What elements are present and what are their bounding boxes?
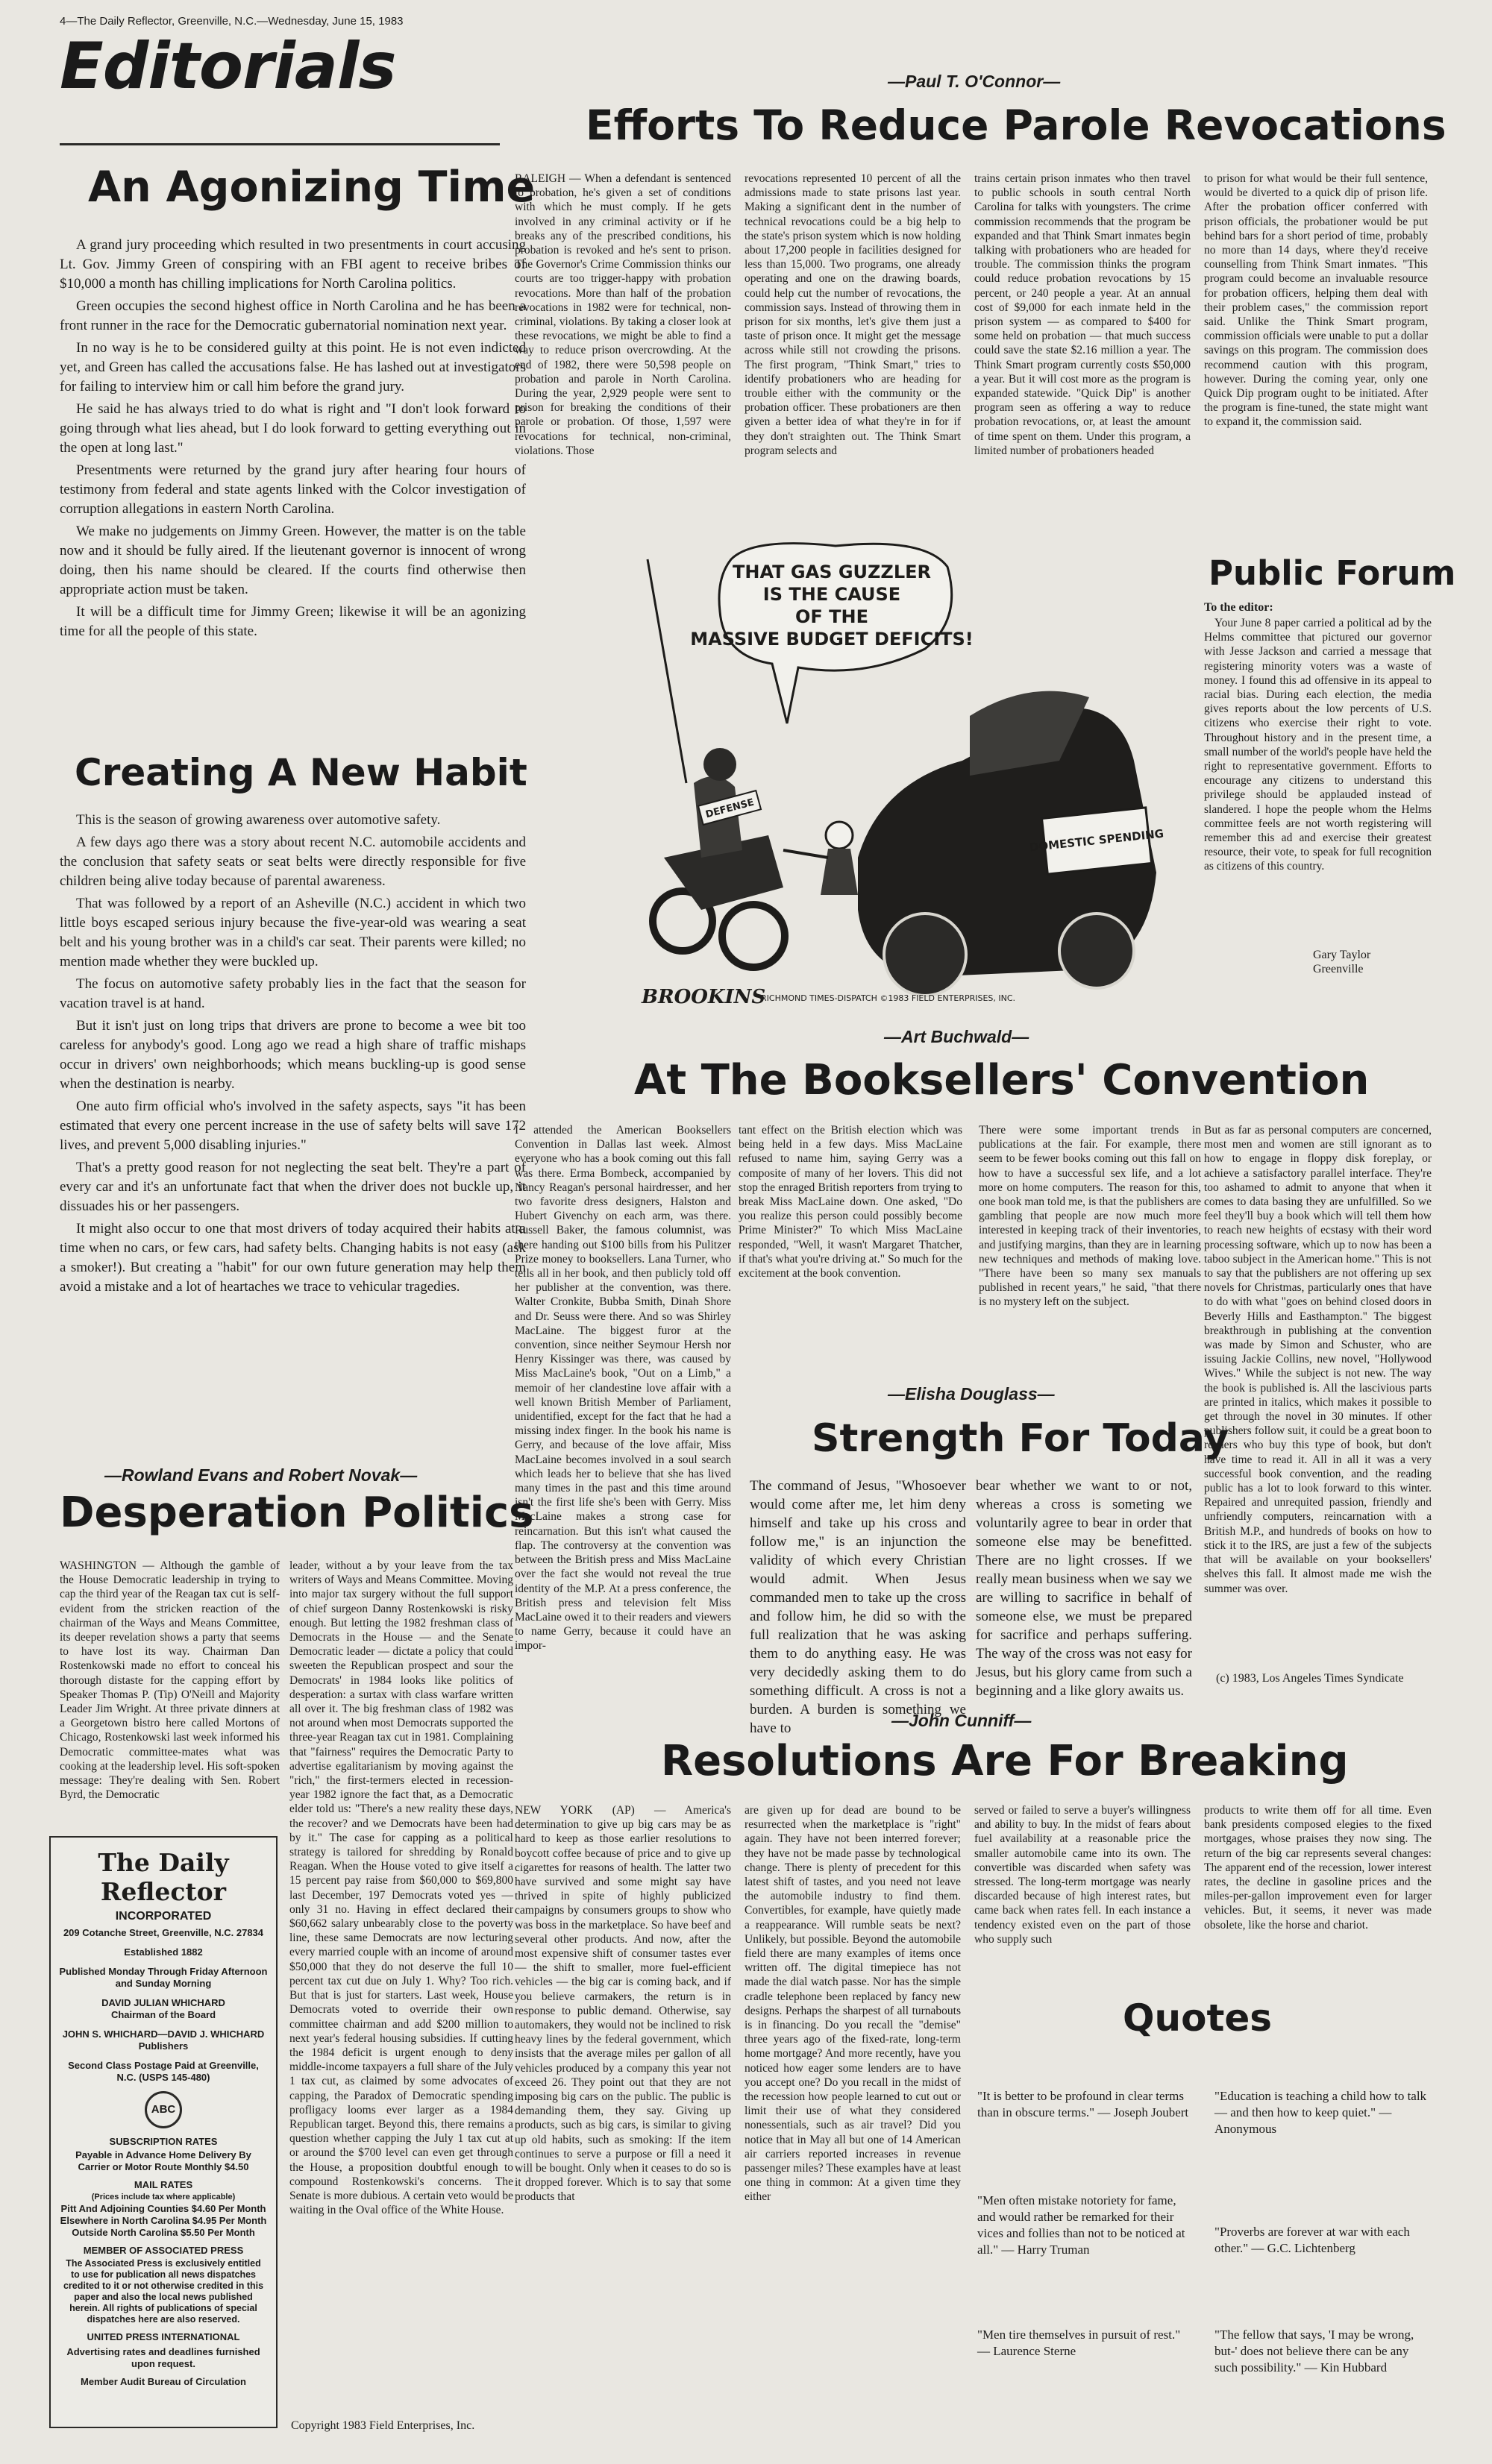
masthead-p1-title: Chairman of the Board <box>110 2009 216 2020</box>
masthead-name: The Daily Reflector <box>98 1848 229 1906</box>
cartoon-balloon-line: THAT GAS GUZZLER <box>733 562 931 582</box>
quote-item: "Men tire themselves in pursuit of rest." — Laurence Sterne <box>977 2328 1181 2358</box>
strength-byline: —Elisha Douglass— <box>888 1384 1055 1404</box>
resolutions-column: NEW YORK (AP) — America's determination to give up big cars may be as hard to keep as those earlier resolutions to boycott coffee because of price and to give up cigarettes for reasons of health. The latter two have survived and some might say have thrived in spite of highly publicized campaigns by consumers groups to show who was boss in the marketplace. So have beef and several other products. And now, after the most expensive shift of consumer tastes ever — the shift to smaller, more fuel-efficient vehicles — the big car is coming back, and if you believe carmakers, the return is in response to public demand. Otherwise, say automakers, they would not be inclined to risk heavy lines by the federal government, which insists that the average miles per gallon of all vehicles produced by a company this year not exceed 26. They point out that they are not imposing big cars on the public. The public is demanding them, they say. Giving up products, such as big cars, is similar to giving up old habits, such as smoking: If the item continues to serve a purpose or fill a need it will be bought. Only when it ceases to do so is it dropped forever. Which is to say that some products that <box>515 1804 731 2204</box>
desperation-title: Desperation Politics <box>60 1489 534 1537</box>
agonizing-title: An Agonizing Time <box>88 163 536 212</box>
masthead-postage: Second Class Postage Paid at Greenville, N.C. (USPS 145-480) <box>68 2060 259 2083</box>
habit-paragraph: One auto firm official who's involved in the safety aspects, says "it has been estimated that every one percent increase in the use of safety belts will save 172 lives, and prevent 5,000 disabling injuries." <box>60 1099 526 1153</box>
booksellers-column: There were some important trends in publications at the fair. For example, there seem to be fewer books coming out this fall on how to have a successful sex life, and a lot more on home computers. The reason for this, one book man told me, is that the publishers are gambling that people are now much more interested in keeping track of their inventories, and justifying margins, than they are in learning new techniques and methods of making love. "There have been so many sex manuals published in recent years," he said, "that there is no mystery left on the subject. <box>979 1124 1201 1309</box>
masthead-address: 209 Cotanche Street, Greenville, N.C. 27834 <box>63 1927 264 1938</box>
strength-title: Strength For Today <box>812 1416 1229 1461</box>
booksellers-column: tant effect on the British election which was being held in a few days. Miss MacLaine refused to name him, saying Gerry was a composite of many of her lovers. This did not stop the enraged British reporters from trying to break Miss MacLaine down. One asked, "Do you realize this person could possibly become Prime Minister?" To which Miss MacLaine responded, "Well, it wasn't Margaret Thatcher, if that's what you're driving at." So much for the excitement at the book convention. <box>739 1124 962 1280</box>
forum-salutation: To the editor: <box>1204 601 1273 614</box>
masthead-ads: Advertising rates and deadlines furnished upon request. <box>66 2346 260 2369</box>
agonizing-paragraph: Presentments were returned by the grand jury after hearing four hours of testimony from federal and state agents linked with the Colcor investigation of corruption allegations in eastern North Carolina. <box>60 462 526 517</box>
parole-column: RALEIGH — When a defendant is sentenced to probation, he's given a set of conditions with which he must comply. If he gets involved in any criminal activity or if he breaks any of the prescribed conditions, his probation is revoked and he's sent to prison. The Governor's Crime Commission thinks our courts are too trigger-happy with probation revocations. More than half of the probation revocations in 1982 were for technical, non-criminal, violations. By taking a closer look at these revocations, we might be able to find a way to reduce prison overcrowding. At the end of 1982, there were 50,598 people on probation and parole in North Carolina. During the year, 2,929 people were sent to prison for breaking the conditions of their parole or probation. Of those, 1,597 were revocations for technical, non-criminal, violations. Those <box>515 172 731 457</box>
cartoon-credit: RICHMOND TIMES-DISPATCH ©1983 FIELD ENTERPRISES, INC. <box>761 993 1016 1003</box>
forum-title: Public Forum <box>1209 553 1456 593</box>
cartoon-signature: BROOKINS <box>642 986 766 1008</box>
parole-column: to prison for what would be their full sentence, would be diverted to a quick dip of prison life. After the probation officer conferred with prison officials, the probationer would be put behind bars for a short period of time, probably no more than 14 days, where they'd receive counselling from Think Smart inmates. "This program could become an invaluable resource for probation officers, helping them deal with their problem cases," the commission report said. Unlike the Think Smart program, commission officials were unable to put a dollar savings on this program. The commission does recommend caution with this program, however. During the coming year, only one Quick Dip program ought to be initiated. After the program is fine-tuned, the state might want to expand it, the commission said. <box>1204 172 1428 429</box>
abc-logo: ABC <box>145 2091 182 2128</box>
quote-item: "It is better to be profound in clear terms than in obscure terms." — Joseph Joubert <box>977 2089 1189 2119</box>
booksellers-copyright: (c) 1983, Los Angeles Times Syndicate <box>1216 1672 1404 1685</box>
desperation-byline: —Rowland Evans and Robert Novak— <box>104 1465 418 1485</box>
habit-paragraph: It might also occur to one that most drivers of today acquired their habits at a time when no cars, or few cars, had safety belts. Changing habits is not easy (ask a smoker!). But creating a "habit" for our own future generation may help them avoid a mistake and a lot of heartaches we trace to vehicular tragedies. <box>60 1221 526 1295</box>
section-title: Editorials <box>60 29 396 104</box>
agonizing-paragraph: He said he has always tried to do what is right and "I don't look forward to going through what lies ahead, but I do look forward to getting everything out in the open at long last." <box>60 401 526 456</box>
cartoon-balloon-line: OF THE <box>794 606 869 627</box>
desperation-copyright: Copyright 1983 Field Enterprises, Inc. <box>291 2419 475 2432</box>
section-rule <box>60 143 500 145</box>
masthead-mail-2: Elsewhere in North Carolina $4.95 Per Month <box>60 2215 267 2226</box>
strength-column: The command of Jesus, "Whosoever would come after me, let him deny himself and take up his cross and follow me," is an injunction the validity of which every Christian would admit. When Jesus commanded men to take up the cross and follow him, he did so with the full realization that he was asking them to do anything easy. He was very decidedly asking them to do something difficult. A cross is not a burden. A burden is something we have to <box>750 1478 966 1736</box>
cartoon-balloon-line: IS THE CAUSE <box>762 584 901 605</box>
forum-signer: Gary Taylor <box>1313 949 1371 961</box>
cartoon-bike-label: DEFENSE <box>704 796 756 821</box>
desperation-column: leader, without a by your leave from the tax writers of Ways and Means Committee. Moving into major tax surgery without the full support of chief surgeon Danny Rostenkowski is risky enough. But letting the 1982 freshman class of Democrats in the House — and the Senate Democratic leader — dictate a policy that could sweeten the Republican prospect and sour the Democrats' in 1984 looks like politics of desperation: a surtax with class warfare written all over it. The big freshman class of 1982 was not around when most Democrats supported the three-year Reagan tax cut in 1981. Complaining that "fairness" requires the Democratic Party to advertise egalitarianism by moving against the "rich," the first-termers elected in recession-year 1982 ignore the fact that, as a Democratic elder told us: "There's a new reality these days, the recover? and we Democrats have been had by it." The case for capping as a political strategy is tailored for shredding by Ronald Reagan. When the House voted to give itself a 15 percent pay raise from $60,000 to $69,800 last December, 197 Democrats voted yes — only 31 no. Having in effect declared their $60,662 salary unbearably close to the poverty line, these same Democrats are now lecturing every married couple with an income of around $50,000 that they do not deserve the full 10 percent tax cut due on July 1. Why? Too rich. But that is just for starters. Last week, House Democrats voted to override their own committee chairman and add $200 million to next year's federal housing subsidies. If cutting the 1984 deficit is urgent enough to deny middle-income taxpayers a full share of the July 1 tax cut, as claimed by some advocates of capping, the Paradox of Democratic spending profligacy looms ever larger as a 1984 Republican target. Beyond this, there remains a question whether capping the July 1 tax cut at or around the $700 level can even get through the House, a proposition doubtful enough to compound Rostenkowski's concerns. The Senate is more dubious. A certain veto would be waiting in the Oval office of the White House. <box>289 1559 513 2217</box>
folio-line: 4—The Daily Reflector, Greenville, N.C.—Wednesday, June 15, 1983 <box>60 15 404 28</box>
editorial-cartoon <box>612 537 1194 1014</box>
resolutions-title: Resolutions Are For Breaking <box>661 1737 1349 1785</box>
habit-paragraph: That was followed by a report of an Asheville (N.C.) accident in which two little boys escaped serious injury because the five-year-old was wearing a seat belt and his young brother was in a child's car seat. Their parents were killed; no mention made whether they were buckled up. <box>60 896 526 969</box>
masthead-mail-3: Outside North Carolina $5.50 Per Month <box>72 2227 255 2238</box>
masthead-mail-head: MAIL RATES <box>134 2179 193 2190</box>
agonizing-paragraph: Green occupies the second highest office in North Carolina and he has been a front runner in the race for the Democratic gubernatorial nomination next year. <box>60 298 526 333</box>
parole-column: revocations represented 10 percent of all the admissions made to state prisons last year. Making a significant dent in the number of technical revocations could be a big help to the state's prison system which is now holding about 17,200 people in facilities designed for less than 15,000. Two programs, one already operating and one on the drawing boards, could help cut the number of revocations, the commission says. Instead of throwing them in prison for six months, let's give them just a taste of prison once. It might get the message across while still not crowding the prisons. The first program, "Think Smart," tries to identify probationers who are heading for trouble either with the community or the probation officer. These probationers are then given a better idea of what they're in for if they don't straighten out. The Think Smart program selects and <box>745 172 961 457</box>
masthead-incorporated: INCORPORATED <box>115 1910 212 1923</box>
quote-item: "Men often mistake notoriety for fame, and would rather be remarked for their vices and follies than not to be noticed at all." — Harry Truman <box>977 2193 1185 2257</box>
masthead-sub-head: SUBSCRIPTION RATES <box>109 2136 218 2147</box>
masthead-sub-text: Payable in Advance Home Delivery By Carrier or Motor Route Monthly $4.50 <box>75 2149 251 2172</box>
forum-city: Greenville <box>1313 963 1364 975</box>
agonizing-paragraph: It will be a difficult time for Jimmy Green; likewise it will be an agonizing time for all the people of this state. <box>60 604 526 639</box>
masthead-mail-1: Pitt And Adjoining Counties $4.60 Per Month <box>60 2203 266 2214</box>
masthead-box <box>49 1836 278 2428</box>
quote-item: "Proverbs are forever at war with each other." — G.C. Lichtenberg <box>1214 2225 1410 2255</box>
quote-item: "The fellow that says, 'I may be wrong, but-' does not believe there can be any such possibility." — Kin Hubbard <box>1214 2328 1414 2375</box>
booksellers-column: But as far as personal computers are concerned, most men and women are still ignorant as to how to engage in floppy disk foreplay, or achieve a satisfactory parallel interface. They're too ashamed to admit to anyone that when it comes to data basing they are unfulfilled. So we feel they'll buy a book which will tell them how to reach new heights of ecstasy with their word processing software, which up to now has been a taboo subject in the American home." This is not to say that the publishers are not offering up sex novels for Christmas, particularly ones that have to do with what "goes on behind closed doors in Beverly Hills and Easthampton." The biggest breakthrough in publishing at the convention was made by Simon and Schuster, who are issuing Jackie Collins, new novel, "Hollywood Wives." While the subject is not new. The way the book is published is. All the lascivious parts are printed in italics, which makes it possible to get through the novel in 30 minutes. If other publishers follow suit, it could be a great boon to readers who buy this type of book, but don't have time to read it. All in all it was a very successful book convention, and the reading public has a lot to look forward to this winter. Repaired and unrequited passion, friendly and unfriendly computers, reincarnation with a British M.P., and hundreds of books on how to stick it to the IRS, are just a few of the subjects that will be available on your booksellers' shelves this fall. It almost made me wish the summer was over. <box>1204 1124 1432 1595</box>
resolutions-column: are given up for dead are bound to be resurrected when the marketplace is "right" again. They have not been interred forever; they have not be made passe by technological change. There is plenty of precedent for this latest shift of tastes, and you need not leave the automobile industry to find them. Convertibles, for example, have quietly made a reappearance. Will rumble seats be next? Unlikely, but possible. Beyond the automobile field there are many examples of items once written off. The digital timepiece has not made the dial watch passe. Nor has the simple cradle telephone been replaced by fancy new designs. Perhaps the sharpest of all turnabouts is in financing. Do you recall the "demise" three years ago of the fixed-rate, long-term home mortgage? And more recently, have you noticed how eager some lenders are to have you accept one? Do you recall in the midst of the recession how people learned to cut out or limit their use of what they considered nonessentials, such as air travel? Did you notice that in May all but one of 14 American air carriers reported increases in revenue passenger miles? These examples have at least one thing in common: At a given time they either <box>745 1804 961 2204</box>
agonizing-paragraph: We make no judgements on Jimmy Green. However, the matter is on the table now and it should be fully aired. If the lieutenant governor is innocent of wrong doing, then his name should be cleared. If the courts find otherwise then appropriate action must be taken. <box>60 524 526 597</box>
agonizing-paragraph: In no way is he to be considered guilty at this point. He is not even indicted yet, and Green has called the accusations false. He has lashed out at investigators for failing to interview him or call him before the grand jury. <box>60 340 526 395</box>
resolutions-byline: —John Cunniff— <box>891 1711 1032 1730</box>
habit-body <box>60 811 526 1300</box>
booksellers-column: I attended the American Booksellers Convention in Dallas last week. Almost everyone who has a book coming out this fall was there. Erma Bombeck, accompanied by Nancy Reagan's personal hairdresser, and her two favorite dress designers, Halston and Hubert Givenchy on each arm, was there. Russell Baker, the famous columnist, was there handing out $100 bills from his Pulitzer Prize money to booksellers. Lana Turner, who tells all in her book, and then publicly told off her publisher at the convention, was there. Walter Cronkite, Bubba Smith, Dinah Shore and Dr. Seuss were there. And so was Shirley MacLaine. The biggest furor at the convention, since neither Seymour Hersh nor Henry Kissinger was there, was caused by Miss MacLaine's book, "Out on a Limb," a memoir of her clandestine love affair with a well known British Member of Parliament, unidentified, except for the fact that he had a missing index finger. In the book his name is Gerry, and because of the love affair, Miss MacLaine becomes involved in a soul search which leads her to believe that she has lived many times in the past and this time around isn't the first life she's been with Gerry. Miss MacLaine makes a strong case for reincarnation. But this isn't what caused the flap. The controversy at the convention was between the British press and Miss MacLaine over the fact she would not reveal the true identity of the M.P. At a press conference, the British press and television felt Miss MacLaine owed it to their readers and viewers to name Gerry, because it could have an impor- <box>515 1124 731 1653</box>
masthead-established: Established 1882 <box>124 1946 203 1958</box>
booksellers-byline: —Art Buchwald— <box>884 1027 1029 1046</box>
cartoon-car-label: DOMESTIC SPENDING <box>1029 826 1165 855</box>
masthead-ap-head: MEMBER OF ASSOCIATED PRESS <box>83 2245 244 2256</box>
habit-title: Creating A New Habit <box>75 751 527 794</box>
parole-title: Efforts To Reduce Parole Revocations <box>586 101 1446 149</box>
masthead-p2-title: Publishers <box>138 2040 189 2052</box>
masthead-upi: UNITED PRESS INTERNATIONAL <box>87 2331 240 2342</box>
habit-paragraph: This is the season of growing awareness over automotive safety. <box>76 812 441 828</box>
resolutions-column: products to write them off for all time. Even bank presidents composed elegies to the fixed mortgages, whose praises they now sing. The return of the big car represents several changes: The apparent end of the recession, lower interest rates, the decline in gasoline prices and the miles-per-gallon improvement even for larger vehicles. But, it seems, it never was made obsolete, like the horse and chariot. <box>1204 1804 1432 1932</box>
agonizing-body <box>60 236 526 644</box>
masthead-p2-name: JOHN S. WHICHARD—DAVID J. WHICHARD <box>62 2028 265 2040</box>
quote-item: "Education is teaching a child how to talk — and then how to keep quiet." — Anonymous <box>1214 2089 1427 2136</box>
desperation-column: WASHINGTON — Although the gamble of the House Democratic leadership in trying to cap the third year of the Reagan tax cut is self-evident from the stricken reaction of the chairman of the Ways and Means Committee, its deeper revelation shows a party that seems to have lost its way. Chairman Dan Rostenkowski made no effort to conceal his thorough distaste for the capping effort by Speaker Thomas P. (Tip) O'Neill and Majority Leader Jim Wright. At three private dinners at a Georgetown bistro here called Mortons of Chicago, Rostenkowski last week informed his Democratic committee-mates what was cooking at the leadership level. His soft-spoken message: They're dealing with Sen. Robert Byrd, the Democratic <box>60 1559 280 1802</box>
parole-byline: —Paul T. O'Connor— <box>888 72 1061 91</box>
parole-column: trains certain prison inmates who then travel to public schools in south central North Carolina for talks with youngsters. The crime commission recommends that the program be expanded and that Think Smart inmates begin talking with probationers who are headed for trouble. The commission thinks the program could reduce probation revocations by 15 percent, or 240 people a year. At an annual cost of $9,000 for each inmate held in the prison system — as compared to $400 for some held on probation — that much success could save the state $2.16 million a year. The Think Smart program currently costs $50,000 a year. But it will cost more as the program is expanded statewide. "Quick Dip" is another program seen as offering a way to reduce probation revocations, or, at least the amount of time spent on them. Under this program, a limited number of probationers headed <box>974 172 1191 457</box>
quotes-title: Quotes <box>1123 1996 1273 2040</box>
masthead-mail-note: (Prices include tax where applicable) <box>91 2193 236 2201</box>
cartoon-drawing <box>612 537 1194 1014</box>
strength-column: bear whether we want to or not, whereas a cross is someting we voluntarily agree to bear in order that someone else may be benefitted. There are no light crosses. If we really mean business when we say we are willing to sacrifice in behalf of someone else, we must be prepared for sacrifice and perhaps suffering. The way of the cross was not easy for Jesus, but his glory came from such a beginning and a like glory awaits us. <box>976 1478 1192 1699</box>
masthead-ap-text: The Associated Press is exclusively entitled to use for publication all news dispatches credited to it or not otherwise credited in this paper and also the local news published herein. All rights of publications of special dispatches here are also reserved. <box>63 2258 264 2325</box>
booksellers-title: At The Booksellers' Convention <box>634 1056 1370 1104</box>
habit-paragraph: The focus on automotive safety probably lies in the fact that the season for vacation travel is at hand. <box>60 976 526 1011</box>
habit-paragraph: A few days ago there was a story about recent N.C. automobile accidents and the conclusion that safety seats or seat belts were directly responsible for five children being alive today because of parental awareness. <box>60 835 526 889</box>
resolutions-column: served or failed to serve a buyer's willingness and ability to buy. In the midst of fears about fuel availability at a reasonable price the smaller automobile came into its own. The convertible was discarded when safety was stressed. The long-term mortgage was nearly discarded because of high interest rates, but came back when rates fell. In each instance a tendency existed even on the part of those who supply such <box>974 1804 1191 1946</box>
masthead-audit: Member Audit Bureau of Circulation <box>81 2376 246 2387</box>
agonizing-paragraph: A grand jury proceeding which resulted in two presentments in court accusing Lt. Gov. Jimmy Green of conspiring with an FBI agent to receive bribes of $10,000 a month has chilling implications for North Carolina politics. <box>60 237 526 292</box>
forum-letter: Your June 8 paper carried a political ad by the Helms committee that pictured our governor with Jesse Jackson and carried a message that registering minority voters was a waste of money. I found this ad offensive in its appeal to racial bias. During each election, the media gives reports about the low percents of U.S. citizens who exercise their right to vote. Throughout history and in the present time, a small number of the world's people have held the right to representative government. Efforts to encourage any citizens to understand this privilege should be applauded instead of slandered. I hope the people whom the Helms committee feels are not worth registering will remember this ad and exercise their greatest resource, their vote, to speak for full recognition as citizens of this country. <box>1204 617 1432 873</box>
habit-paragraph: That's a pretty good reason for not neglecting the seat belt. They're a part of every car and it's an unfortunate fact that when the driver does not buckle up, it dissuades his or her passengers. <box>60 1160 526 1214</box>
cartoon-balloon-line: MASSIVE BUDGET DEFICITS! <box>690 629 974 650</box>
masthead-p1-name: DAVID JULIAN WHICHARD <box>101 1997 225 2008</box>
habit-paragraph: But it isn't just on long trips that drivers are prone to become a wee bit too careless for anybody's good. Long ago we read a high share of traffic mishaps occur in drivers' own neighborhoods; which means buckling-up is good sense when the destination is nearby. <box>60 1018 526 1092</box>
masthead-published: Published Monday Through Friday Afternoon and Sunday Morning <box>59 1966 268 1989</box>
